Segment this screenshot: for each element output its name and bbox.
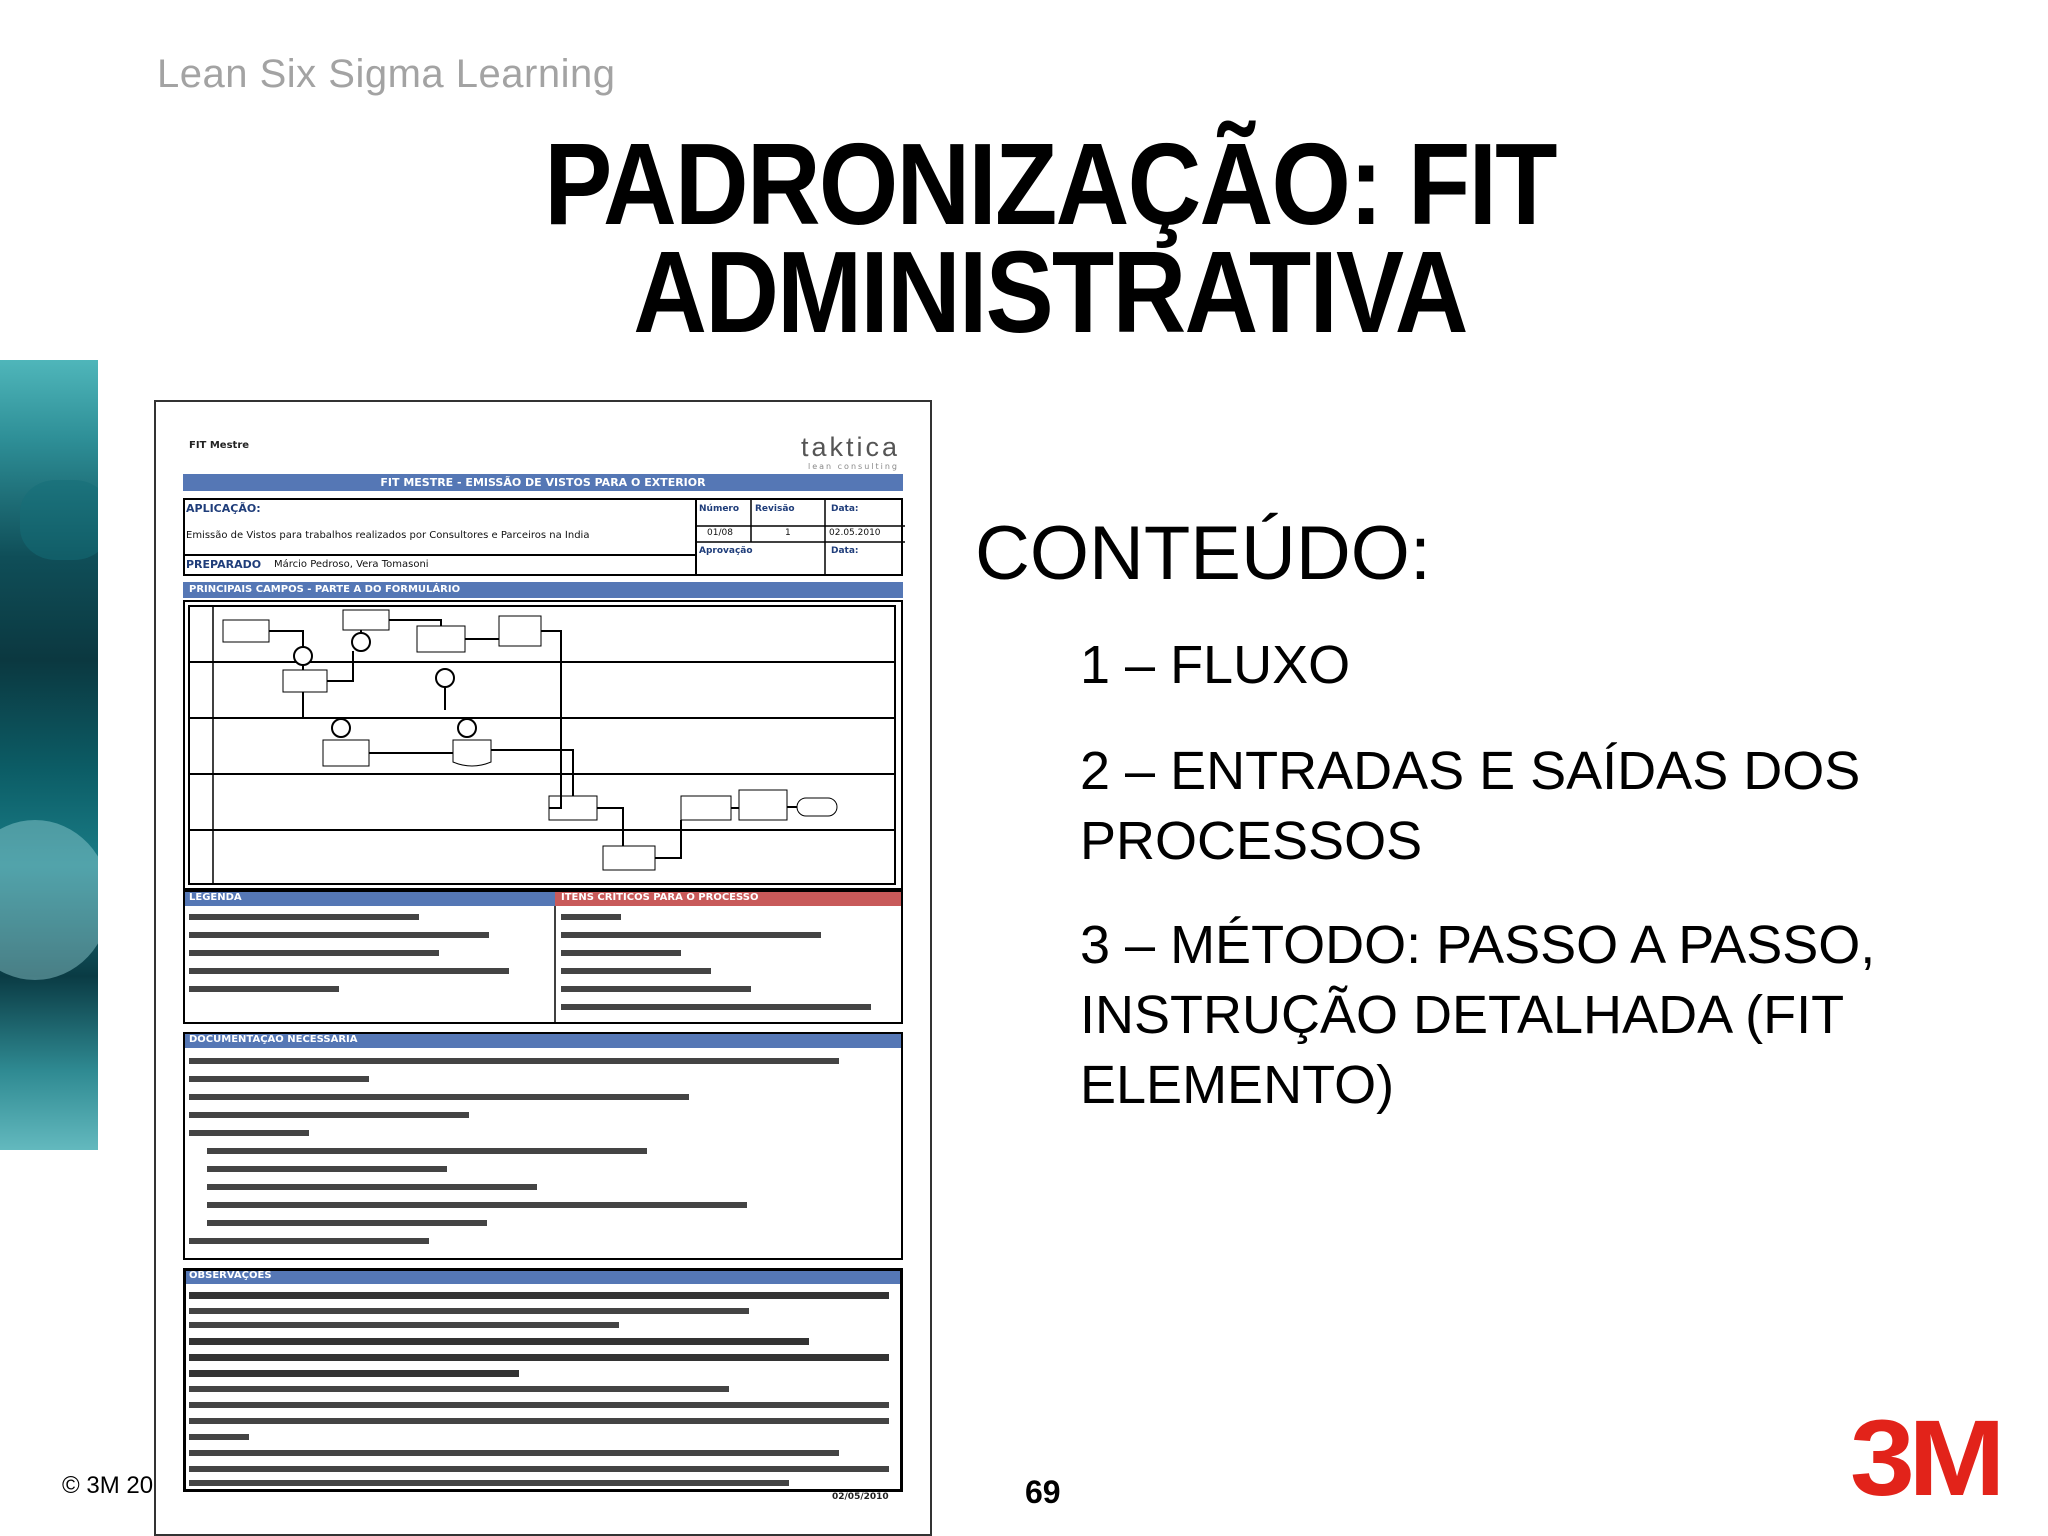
flow-document-shape: [453, 740, 491, 766]
meta-data-value: 02.05.2010: [829, 528, 881, 538]
flow-connectors-lines: [269, 620, 797, 858]
flow-connector: [458, 719, 476, 737]
flow-step-box: [603, 846, 655, 870]
obs-text-lines: [183, 1284, 903, 1492]
doc-prepared-text: Márcio Pedroso, Vera Tomasoni: [274, 559, 429, 570]
flow-step-box: [283, 670, 327, 692]
doc-logo: taktica: [801, 432, 901, 462]
content-list: [1080, 630, 1980, 1154]
3m-logo: 3M: [1850, 1397, 2000, 1518]
meta-revisao-value: 1: [785, 528, 791, 538]
title-line-1: PADRONIZAÇÃO: FIT: [544, 119, 1556, 249]
flow-step-box: [417, 626, 465, 652]
content-item-metodo: 3 – MÉTODO: PASSO A PASSO, INSTRUÇÃO DETALHADA (FIT ELEMENTO): [1080, 915, 1876, 1115]
meta-data2-label: Data:: [831, 546, 859, 556]
flow-step-box: [223, 620, 269, 642]
meta-revisao-label: Revisão: [755, 504, 795, 514]
flow-step-box: [323, 740, 369, 766]
meta-data-label: Data:: [831, 504, 859, 514]
meta-aprovacao-label: Aprovação: [699, 546, 753, 556]
doc-prepared-label: PREPARADO: [186, 558, 262, 571]
doc-date: 02/05/2010: [832, 1492, 889, 1502]
doc-obs-band: OBSERVAÇÕES: [183, 1268, 903, 1284]
meta-numero-label: Número: [699, 504, 740, 514]
process-flow-diagram: [183, 600, 903, 890]
flow-step-box: [739, 790, 787, 820]
flow-connector: [436, 669, 454, 687]
flow-step-box: [343, 610, 389, 630]
flow-terminator: [797, 798, 837, 816]
page-number: 69: [1025, 1474, 1061, 1510]
doc-application-label: APLICAÇÃO:: [186, 502, 261, 515]
legend-text-lines: [183, 890, 903, 1024]
flow-step-box: [681, 796, 731, 820]
doc-logo-subtitle: lean consulting: [808, 462, 899, 471]
doc-main-title: FIT MESTRE - EMISSÃO DE VISTOS PARA O EXTERIOR: [183, 474, 903, 491]
doc-flow-section-band: PRINCIPAIS CAMPOS - PARTE A DO FORMULÁRIO: [183, 582, 903, 598]
flow-connector: [332, 719, 350, 737]
title-line-2: ADMINISTRATIVA: [633, 227, 1467, 357]
doc-legend-band: LEGENDA: [183, 890, 555, 906]
content-heading: CONTEÚDO:: [975, 511, 1431, 596]
flow-connector: [352, 633, 370, 651]
content-item-entradas-saidas: 2 – ENTRADAS E SAÍDAS DOS PROCESSOS: [1080, 741, 1861, 871]
copyright: © 3M 20: [62, 1472, 154, 1499]
meta-numero-value: 01/08: [707, 528, 733, 538]
fit-document-image: [154, 400, 932, 1536]
slide-title: [531, 119, 1569, 357]
docs-text-lines: [183, 1032, 903, 1260]
flow-frame: [189, 606, 895, 884]
brand-header: Lean Six Sigma Learning: [157, 52, 616, 96]
doc-docs-band: DOCUMENTAÇÃO NECESSÁRIA: [183, 1032, 903, 1048]
doc-meta-grid: [695, 498, 903, 576]
doc-application-text: Emissão de Vistos para trabalhos realizados por Consultores e Parceiros na Índia: [186, 530, 590, 541]
doc-label: FIT Mestre: [189, 440, 250, 451]
content-item-fluxo: 1 – FLUXO: [1080, 635, 1351, 695]
doc-critical-band: ITENS CRÍTICOS PARA O PROCESSO: [555, 890, 903, 906]
flow-connector: [294, 647, 312, 665]
flow-step-box: [499, 616, 541, 646]
side-decorative-image: [0, 360, 98, 1150]
